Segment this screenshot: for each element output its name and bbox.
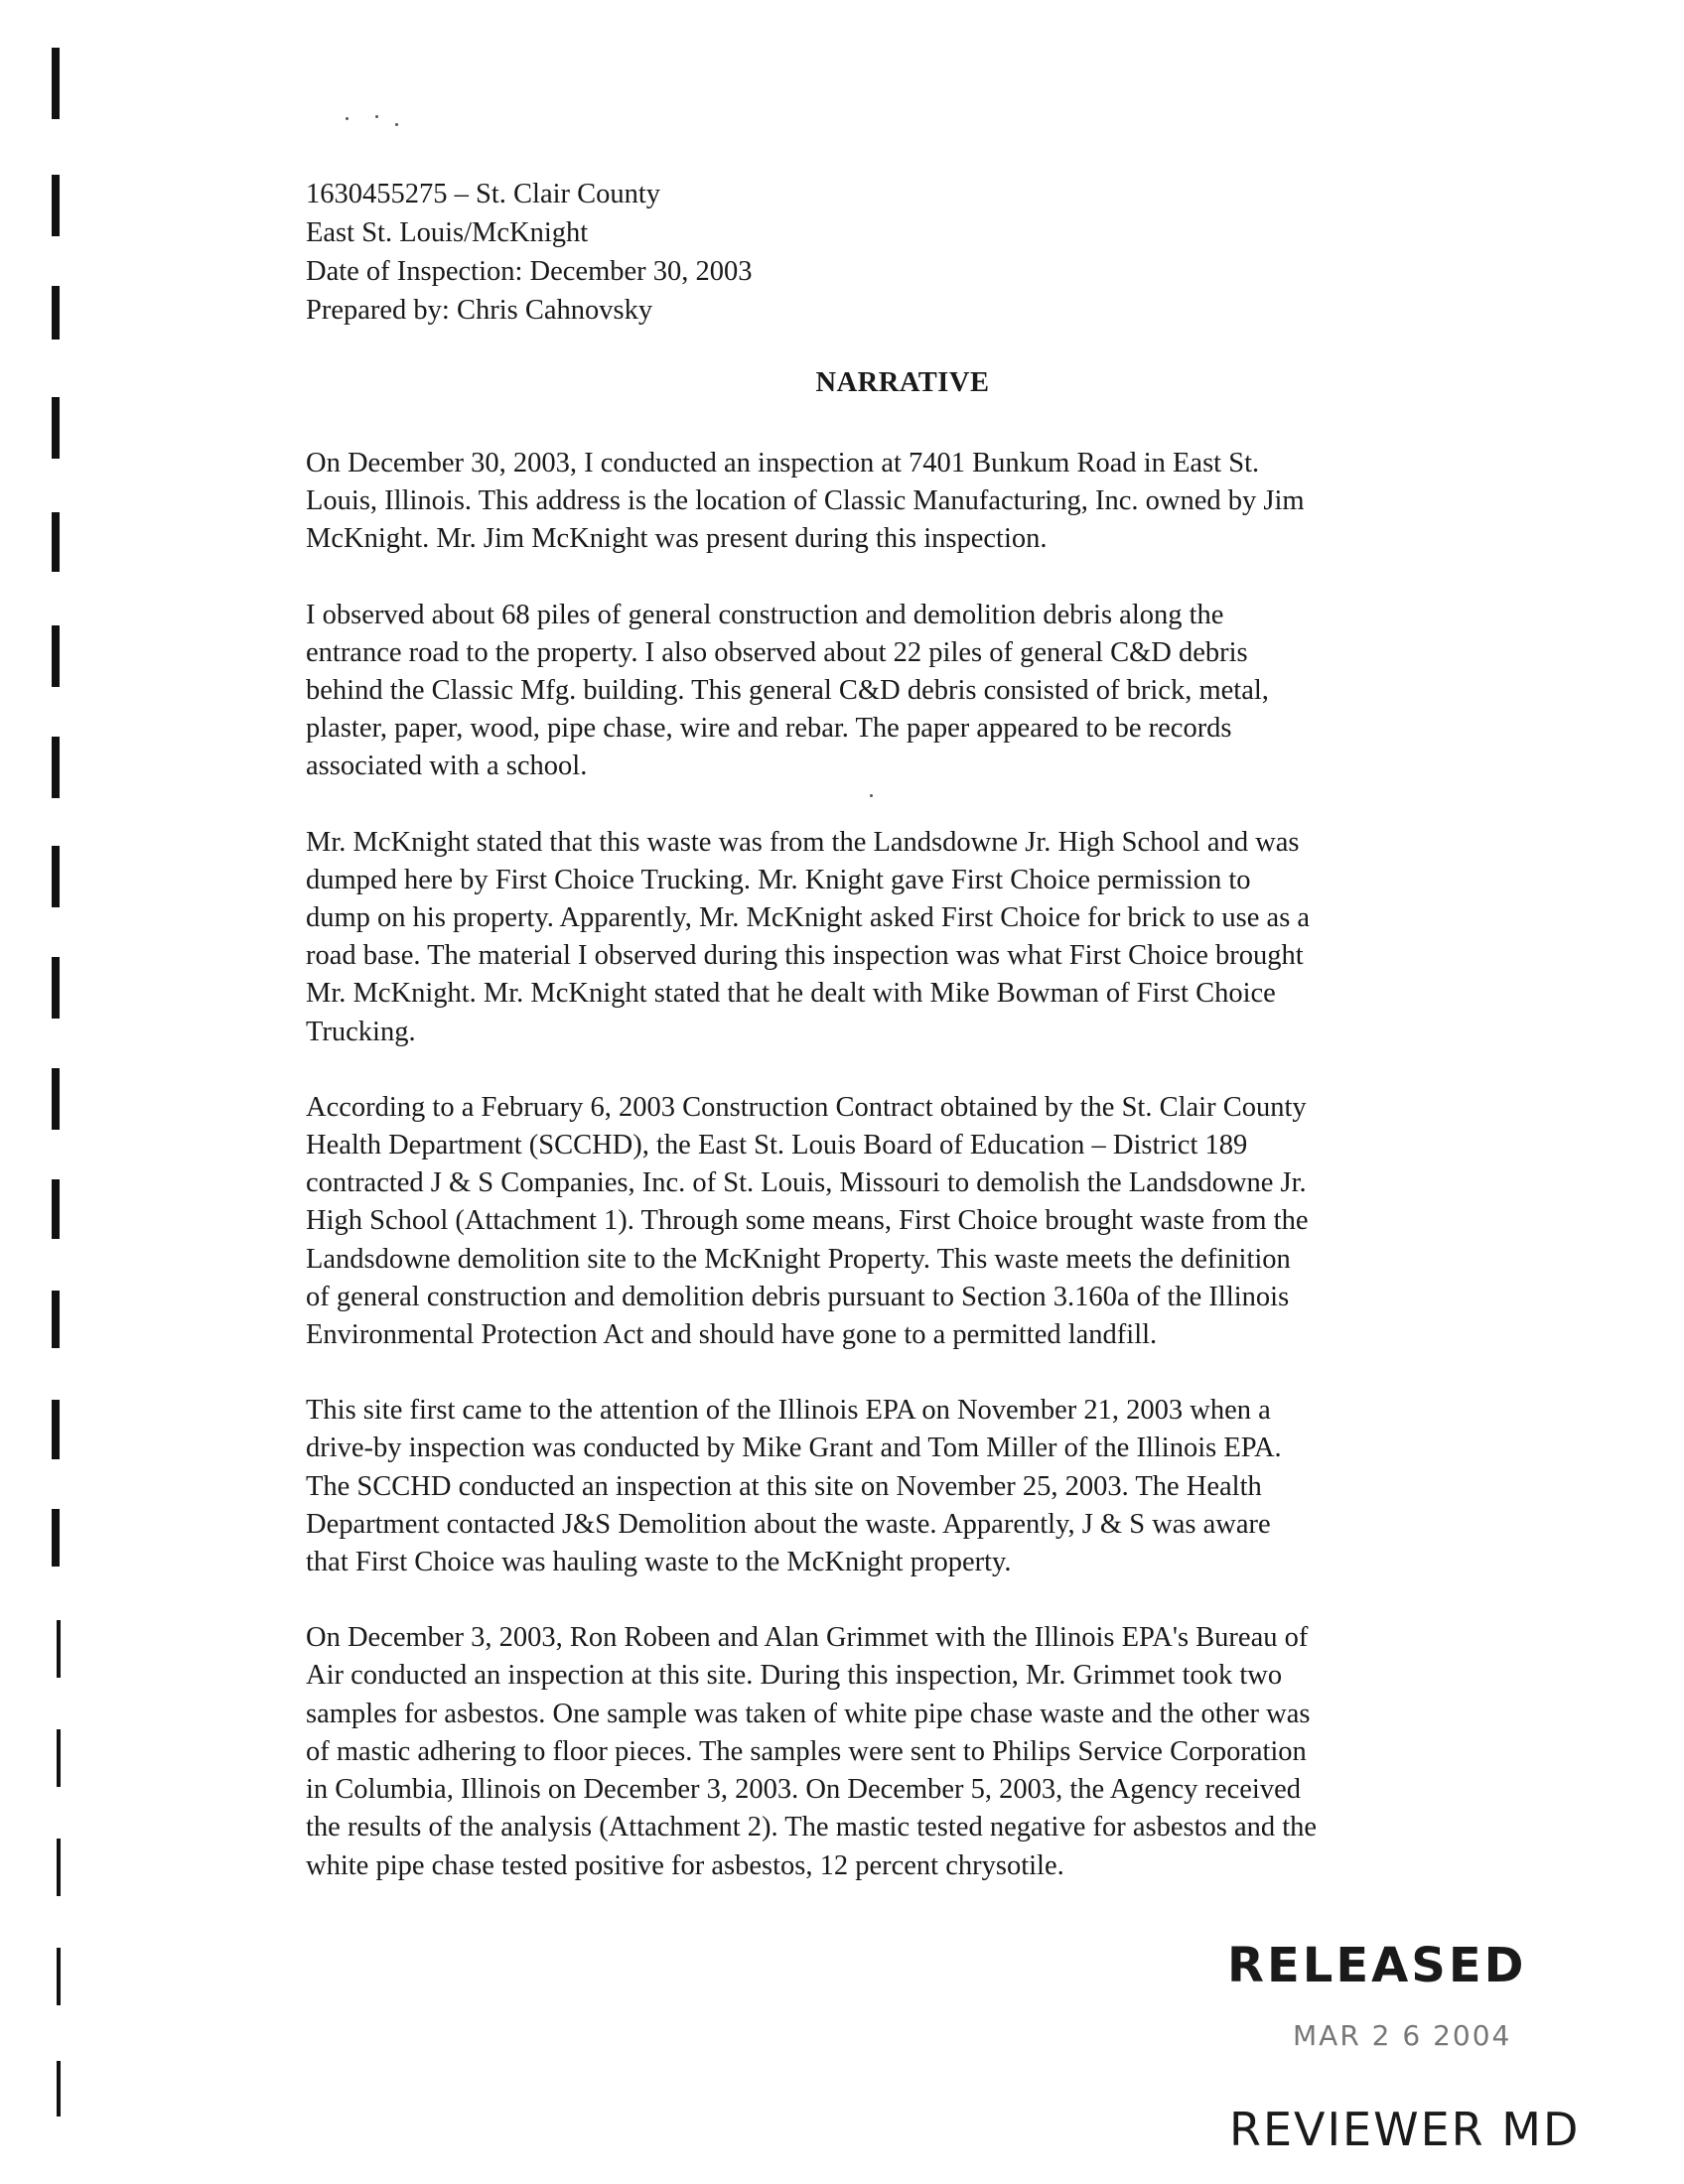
scan-mark [52, 175, 60, 236]
paragraph [306, 445, 1507, 559]
scan-mark [52, 1179, 60, 1239]
speck [395, 123, 398, 126]
paragraph [306, 1619, 1507, 1884]
text-line: Landsdowne demolition site to the McKnight Property. This waste meets the definition [306, 1243, 1291, 1275]
text-line: Department contacted J&S Demolition about the waste. Apparently, J & S was aware [306, 1508, 1271, 1540]
scan-mark [52, 1068, 60, 1130]
text-line: that First Choice was hauling waste to the McKnight property. [306, 1547, 1012, 1578]
scan-mark [57, 2061, 61, 2116]
text-line: McKnight. Mr. Jim McKnight was present during this inspection. [306, 523, 1048, 555]
scan-mark [52, 1400, 60, 1459]
text-line: in Columbia, Illinois on December 3, 2003. On December 5, 2003, the Agency received [306, 1774, 1301, 1806]
text-line: Air conducted an inspection at this site. During this inspection, Mr. Grimmet took two [306, 1660, 1283, 1692]
text-line: On December 30, 2003, I conducted an inspection at 7401 Bunkum Road in East St. [306, 448, 1260, 478]
scan-mark [52, 957, 60, 1019]
text-line: Mr. McKnight. Mr. McKnight stated that he dealt with Mike Bowman of First Choice [306, 978, 1276, 1010]
site-name-line: East St. Louis/McKnight [306, 217, 589, 248]
text-line: Louis, Illinois. This address is the location of Classic Manufacturing, Inc. owned by Jim [306, 485, 1305, 517]
text-line: associated with a school. [306, 751, 588, 782]
reviewer-stamp: REVIEWER MD [1229, 2103, 1581, 2156]
scan-mark [52, 737, 60, 798]
text-line: samples for asbestos. One sample was taken of white pipe chase waste and the other was [306, 1698, 1311, 1729]
narrative-body [306, 445, 1507, 1923]
text-line: Trucking. [306, 1016, 416, 1047]
text-line: plaster, paper, wood, pipe chase, wire and rebar. The paper appeared to be records [306, 713, 1232, 745]
text-line: Environmental Protection Act and should have gone to a permitted landfill. [306, 1319, 1158, 1351]
scan-mark [52, 1509, 60, 1567]
speck [375, 115, 378, 118]
text-line: behind the Classic Mfg. building. This general C&D debris consisted of brick, metal, [306, 675, 1269, 707]
text-line: of mastic adhering to floor pieces. The samples were sent to Philips Service Corporation [306, 1735, 1307, 1767]
scan-mark [57, 1948, 61, 2005]
text-line: dumped here by First Choice Trucking. Mr. Knight gave First Choice permission to [306, 864, 1251, 895]
prepared-by-line: Prepared by: Chris Cahnovsky [306, 295, 653, 326]
text-line: High School (Attachment 1). Through some means, First Choice brought waste from the [306, 1205, 1309, 1237]
text-line: Mr. McKnight stated that this waste was from the Landsdowne Jr. High School and was [306, 826, 1300, 858]
scan-mark [52, 625, 60, 687]
scan-mark [52, 286, 60, 340]
text-line: contracted J & S Companies, Inc. of St. Louis, Missouri to demolish the Landsdowne Jr. [306, 1167, 1307, 1199]
text-line: Health Department (SCCHD), the East St. Louis Board of Education – District 189 [306, 1130, 1248, 1161]
text-line: white pipe chase tested positive for asbestos, 12 percent chrysotile. [306, 1849, 1064, 1881]
scan-mark [57, 1839, 61, 1896]
scan-mark [57, 1729, 61, 1787]
scan-mark [52, 1291, 60, 1348]
scan-mark [52, 846, 60, 907]
text-line: On December 3, 2003, Ron Robeen and Alan Grimmet with the Illinois EPA's Bureau of [306, 1622, 1309, 1654]
page-title: NARRATIVE [815, 367, 990, 398]
stamp-date: MAR 2 6 2004 [1293, 2019, 1512, 2052]
text-line: of general construction and demolition debris pursuant to Section 3.160a of the Illinois [306, 1281, 1290, 1312]
paragraph [306, 824, 1507, 1051]
text-line: This site first came to the attention of the Illinois EPA on November 21, 2003 when a [306, 1395, 1271, 1427]
text-line: According to a February 6, 2003 Construction Contract obtained by the St. Clair County [306, 1091, 1307, 1123]
scan-mark [52, 48, 60, 119]
case-number-line: 1630455275 – St. Clair County [306, 179, 661, 209]
scan-mark [52, 397, 60, 459]
paragraph [306, 1089, 1507, 1354]
text-line: dump on his property. Apparently, Mr. McKnight asked First Choice for brick to use as a [306, 902, 1311, 934]
released-stamp: RELEASED [1227, 1938, 1527, 1993]
paragraph [306, 597, 1507, 786]
speck [346, 117, 349, 120]
text-line: the results of the analysis (Attachment 2). The mastic tested negative for asbestos and the [306, 1812, 1318, 1843]
scan-mark [57, 1620, 61, 1678]
text-line: I observed about 68 piles of general construction and demolition debris along the [306, 599, 1224, 630]
document-header [306, 175, 753, 330]
text-line: The SCCHD conducted an inspection at this site on November 25, 2003. The Health [306, 1470, 1262, 1502]
text-line: entrance road to the property. I also observed about 22 piles of general C&D debris [306, 636, 1248, 668]
text-line: drive-by inspection was conducted by Mike Grant and Tom Miller of the Illinois EPA. [306, 1433, 1282, 1464]
paragraph [306, 1392, 1507, 1581]
scan-mark [52, 512, 60, 572]
inspection-date-line: Date of Inspection: December 30, 2003 [306, 256, 753, 287]
text-line: road base. The material I observed during this inspection was what First Choice brought [306, 940, 1304, 972]
